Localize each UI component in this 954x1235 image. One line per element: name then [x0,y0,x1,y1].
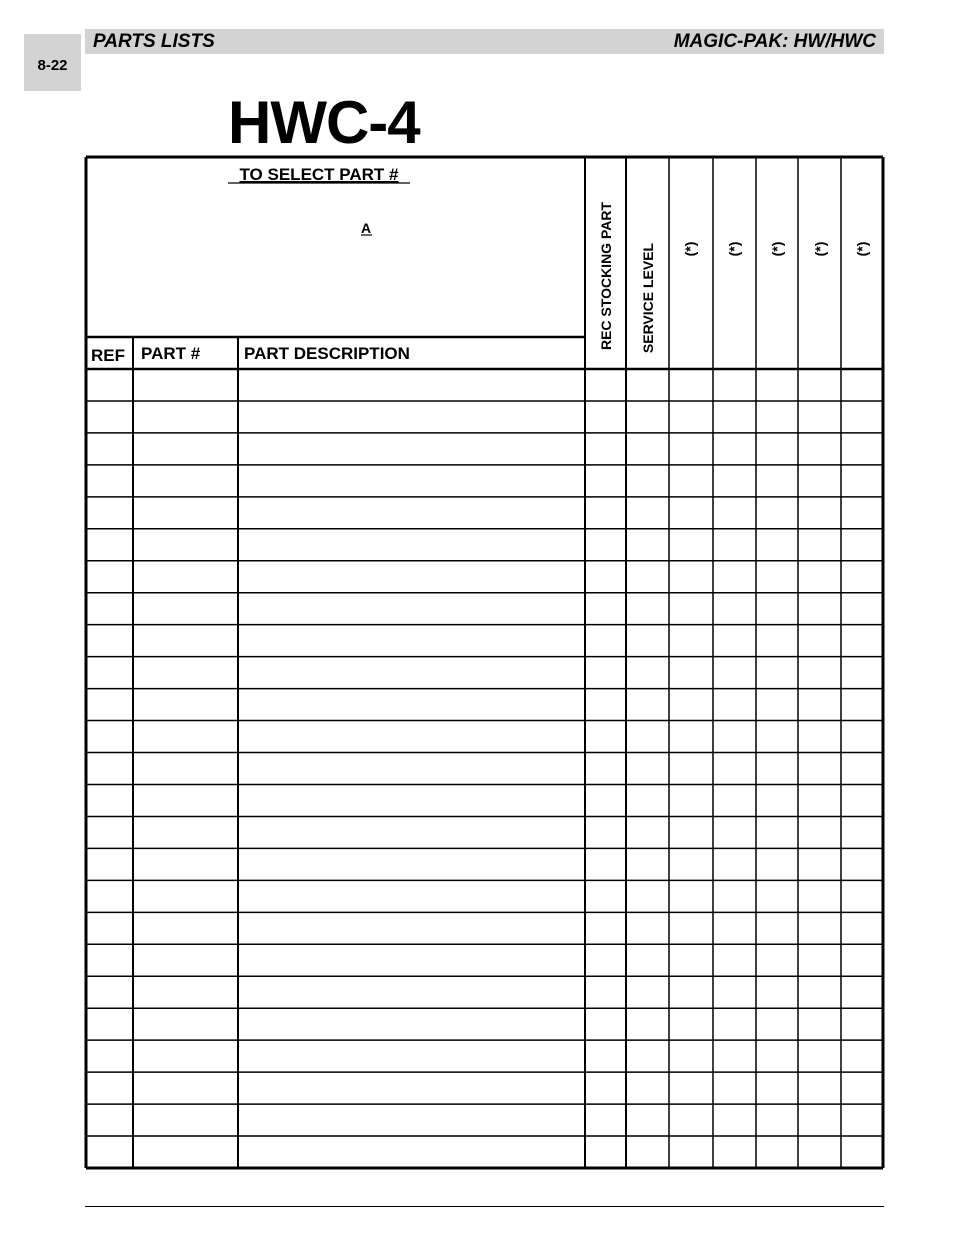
rec-stocking-column-header: REC STOCKING PART [598,201,614,351]
part-description-column-header: PART DESCRIPTION [244,344,410,363]
section-title: PARTS LISTS [93,31,215,52]
model-title: HWC-4 [228,89,420,156]
select-part-heading: TO SELECT PART # [239,165,399,184]
page-number: 8-22 [37,57,68,74]
service-level-column-header: SERVICE LEVEL [640,242,656,354]
option-column-header: (*) [682,241,698,257]
table-header [91,165,870,365]
option-column-header: (*) [854,241,870,257]
part-number-column-header: PART # [141,344,201,363]
option-column-header: (*) [812,241,828,257]
ref-column-header: REF [91,346,125,365]
option-column-header: (*) [769,241,785,257]
footer-rule [85,1206,884,1207]
table-grid [86,157,883,1168]
product-title: MAGIC-PAK: HW/HWC [673,31,876,52]
option-column-header: (*) [726,241,742,257]
select-column-letter: A [360,220,372,236]
